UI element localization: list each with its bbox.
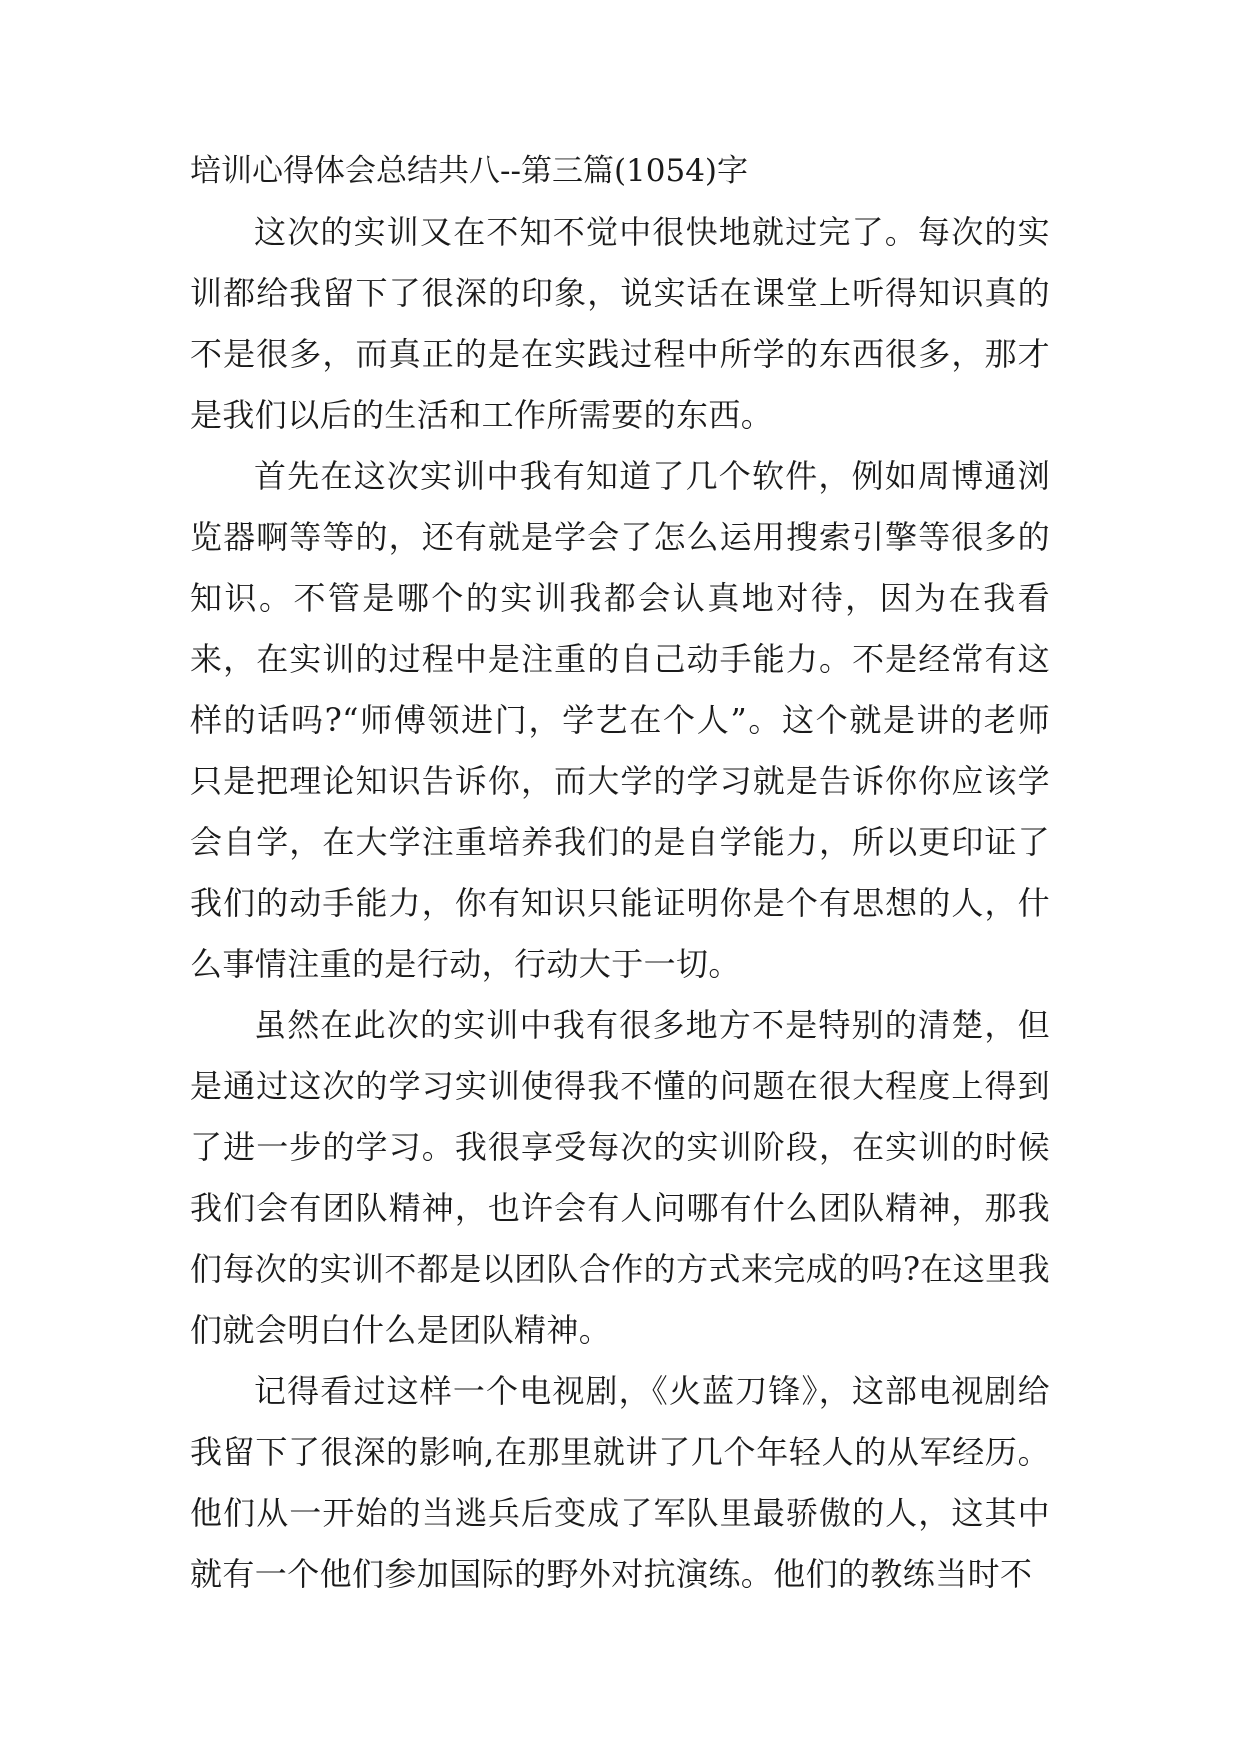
- document-title: 培训心得体会总结共八--第三篇(1054)字: [190, 153, 749, 189]
- paragraph-3: 虽然在此次的实训中我有很多地方不是特别的清楚，但是通过这次的学习实训使得我不懂的问题在很大程度上得到了进一步的学习。我很享受每次的实训阶段，在实训的时候我们会有团队精神，也许会有人问哪有什么团队精神，那我们每次的实训不都是以团队合作的方式来完成的吗?在这里我们就会明白什么是团队精神。: [190, 1006, 1050, 1349]
- paragraph-1: 这次的实训又在不知不觉中很快地就过完了。每次的实训都给我留下了很深的印象，说实话在课堂上听得知识真的不是很多，而真正的是在实践过程中所学的东西很多，那才是我们以后的生活和工作所需要的东西。: [190, 213, 1050, 434]
- document-body: [190, 152, 1050, 1605]
- paragraph-4: 记得看过这样一个电视剧，《火蓝刀锋》，这部电视剧给我留下了很深的影响,在那里就讲了几个年轻人的从军经历。他们从一开始的当逃兵后变成了军队里最骄傲的人，这其中就有一个他们参加国际的野外对抗演练。他们的教练当时不: [190, 1372, 1050, 1593]
- paragraph-2: 首先在这次实训中我有知道了几个软件，例如周博通浏览器啊等等的，还有就是学会了怎么运用搜索引擎等很多的知识。不管是哪个的实训我都会认真地对待，因为在我看来，在实训的过程中是注重的自己动手能力。不是经常有这样的话吗?“师傅领进门，学艺在个人”。这个就是讲的老师只是把理论知识告诉你，而大学的学习就是告诉你你应该学会自学，在大学注重培养我们的是自学能力，所以更印证了我们的动手能力，你有知识只能证明你是个有思想的人，什么事情注重的是行动，行动大于一切。: [190, 457, 1050, 983]
